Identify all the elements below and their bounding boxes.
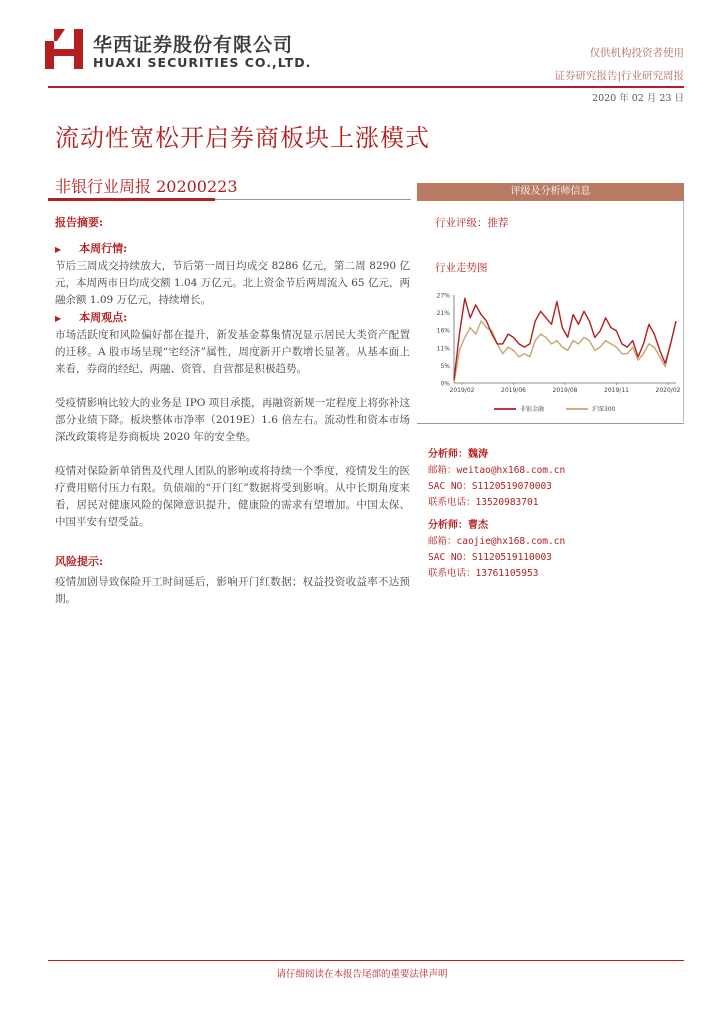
company-name-en: HUAXI SECURITIES CO.,LTD. [93, 55, 312, 70]
y-tick-label: 5% [440, 362, 450, 370]
y-tick-label: 21% [436, 310, 450, 318]
analyst-phone: 联系电话：13761105953 [428, 568, 539, 579]
risk-text: 疫情加剧导致保险开工时间延后，影响开门红数据；权益投资收益率不达预期。 [55, 576, 410, 605]
industry-trend-chart [428, 287, 684, 419]
analyst-phone: 联系电话：13520983701 [428, 497, 539, 508]
view-paragraph: 市场活跃度和风险偏好都在提升，新发基金募集情况显示居民大类资产配置的迁移。A 股市场呈现“宅经济”属性，周度新开户数增长显著。从基本面上来看，券商的经纪、两融、资管、自营都是积极趋势。 [55, 329, 410, 375]
analyst-name: 分析师：魏涛 [428, 449, 488, 460]
header-divider [48, 86, 684, 88]
report-kind: 证券研究报告|行业研究周报 [554, 70, 684, 82]
report-subtitle: 非银行业周报 20200223 [55, 177, 238, 196]
weekly-market-heading: ▶ 本周行情: [55, 242, 128, 255]
analyst-sac: SAC NO：S1120519110003 [428, 552, 552, 563]
huaxi-logo-icon [45, 29, 83, 69]
analyst-sac: SAC NO：S1120519070003 [428, 481, 552, 492]
summary-section [55, 214, 410, 608]
view-paragraph: 疫情对保险新单销售及代理人团队的影响或将持续一个季度，疫情发生的医疗费用赔付压力有限。负债端的“开门红”数据将受到影响。从中长期角度来看，居民对健康风险的保障意识提升，健康险的需求有望增加。中国太保、中国平安有望受益。 [55, 465, 410, 528]
analyst-name: 分析师：曹杰 [428, 520, 488, 531]
legal-notice: 请仔细阅读在本报告尾部的重要法律声明 [276, 969, 448, 980]
analyst-email: 邮箱：caojie@hx168.com.cn [428, 536, 566, 547]
chart-title: 行业走势图 [435, 262, 488, 274]
x-tick-label: 2019/06 [501, 387, 526, 394]
legend-label: 沪深300 [592, 406, 616, 413]
footer-divider [48, 960, 684, 961]
weekly-market-text: 节后三周成交持续放大，节后第一周日均成交 8286 亿元，第二周 8290 亿元，本周两市日均成交额 1.04 万亿元。北上资金节后两周流入 65 亿元，两融余额 1.09 万亿元，持续增长。 [55, 260, 410, 306]
report-title: 流动性宽松开启券商板块上涨模式 [55, 124, 430, 152]
subtitle-divider [215, 199, 411, 200]
bullet-arrow-icon: ▶ [55, 313, 62, 323]
industry-rating: 行业评级：推荐 [435, 217, 509, 229]
x-tick-label: 2019/02 [449, 387, 475, 394]
weekly-view-heading: ▶ 本周观点: [55, 311, 128, 324]
sidebar-header: 评级及分析师信息 [417, 183, 684, 201]
chart-axis [454, 295, 676, 383]
sidebar-divider [417, 423, 684, 424]
view-paragraph: 受疫情影响比较大的业务是 IPO 项目承揽，再融资新规一定程度上将弥补这部分业绩下降。板块整体市净率（2019E）1.6 倍左右。流动性和资本市场深改政策将是券商板块 2020 年的安全垫。 [55, 397, 410, 443]
subtitle-underline [48, 198, 215, 201]
y-tick-label: 16% [436, 327, 450, 335]
x-tick-label: 2019/11 [604, 387, 629, 394]
risk-heading: 风险提示: [55, 555, 104, 568]
y-tick-label: 11% [436, 345, 450, 353]
series-line-hs300 [454, 321, 676, 383]
x-tick-label: 2020/02 [655, 387, 681, 394]
analyst-card [428, 447, 565, 511]
bullet-arrow-icon: ▶ [55, 244, 62, 254]
summary-heading: 报告摘要: [55, 216, 104, 229]
analyst-card [428, 518, 565, 582]
audience-note: 仅供机构投资者使用 [589, 47, 684, 59]
series-line-nonbank [454, 298, 676, 379]
y-tick-label: 27% [436, 292, 450, 300]
report-date: 2020 年 02 月 23 日 [592, 93, 684, 104]
legend-label: 非银金融 [520, 406, 545, 413]
analyst-email: 邮箱：weitao@hx168.com.cn [428, 465, 566, 476]
x-tick-label: 2019/08 [552, 387, 578, 394]
y-tick-label: 0% [440, 380, 450, 388]
company-name-cn: 华西证券股份有限公司 [93, 34, 294, 56]
